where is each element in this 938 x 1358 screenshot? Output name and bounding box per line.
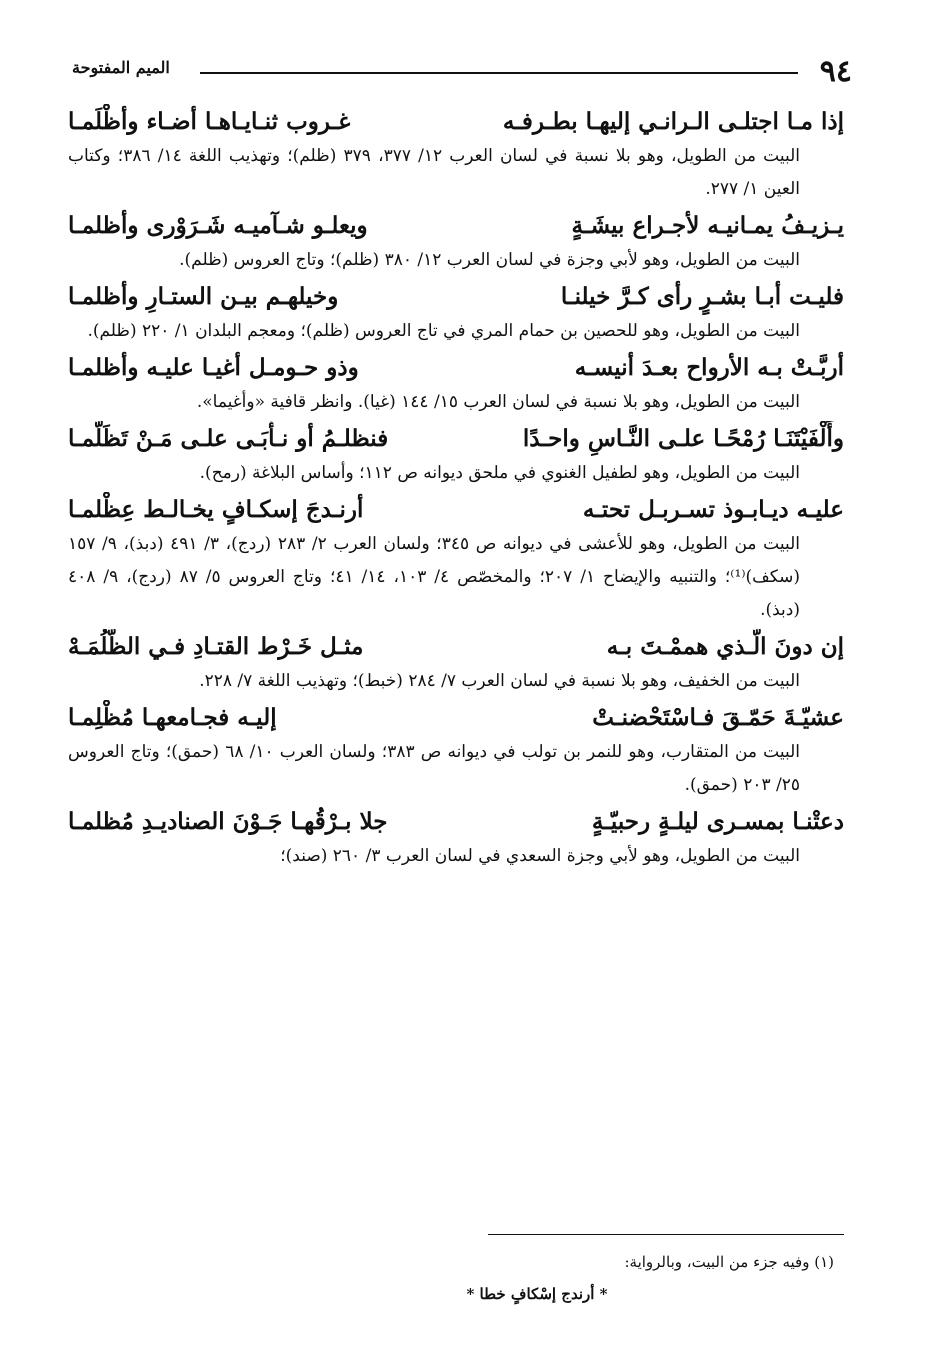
page-header xyxy=(72,52,852,92)
verse-entry xyxy=(68,700,844,802)
second-hemistich: ويعلـو شـآميـه شَـرَوْرى وأظلمـا xyxy=(68,212,368,239)
verse-note: البيت من الطويل، وهو للحصين بن حمام المري في تاج العروس (ظلم)؛ ومعجم البلدان ١/ ٢٢٠ (ظلم). xyxy=(87,321,800,341)
page-content xyxy=(68,104,844,875)
second-hemistich: إليـه فجـامعهـا مُظْلِمـا xyxy=(68,704,277,731)
verse-note: البيت من المتقارب، وهو للنمر بن تولب في ديوانه ص ٣٨٣؛ ولسان العرب ١٠/ ٦٨ (حمق)؛ وتاج العروس ٢٥/ ٢٠٣ (حمق). xyxy=(68,742,801,795)
second-hemistich: وذو حـومـل أغيـا عليـه وأظلمـا xyxy=(68,354,359,381)
verse-line xyxy=(68,804,844,840)
verse-note: البيت من الطويل، وهو بلا نسبة في لسان العرب ١٢/ ٣٧٧، ٣٧٩ (ظلم)؛ وتهذيب اللغة ١٤/ ٣٨٦؛ وكتاب العين ١/ ٢٧٧. xyxy=(68,146,800,199)
running-title: الميم المفتوحة xyxy=(72,58,170,77)
first-hemistich: عشيّـةَ حَمّـقَ فـاسْتَحْضنـتْ xyxy=(592,704,844,731)
second-hemistich: فنظلـمُ أو نـأْبَـى علـى مَـنْ تَظَلَّمـا xyxy=(68,425,389,452)
second-hemistich: غـروب ثنـايـاهـا أضـاء وأظْلَمـا xyxy=(68,108,351,135)
verse-entry xyxy=(68,629,844,698)
header-rule xyxy=(200,72,798,74)
verse-note: البيت من الطويل، وهو للأعشى في ديوانه ص ٣٤٥؛ ولسان العرب ٢/ ٢٨٣ (ردج)، ٣/ ٤٩١ (دبذ)، ٩/ ١٥٧ (سكف)⁽¹⁾؛ والتنبيه والإيضاح ١/ ٢٠٧؛ والمخصّص ٤/ ١٠٣، ١٤/ ٤١؛ وتاج العروس ٥/ ٨٧ (ردج)، ٩/ ٤٠٨ (دبذ). xyxy=(68,534,800,620)
verse-line xyxy=(68,700,844,736)
verse-note: البيت من الطويل، وهو لطفيل الغنوي في ملحق ديوانه ص ١١٢؛ وأساس البلاغة (رمح). xyxy=(199,463,800,483)
verse-entry xyxy=(68,804,844,873)
first-hemistich: إن دونَ الَّـذي هممْـتَ بـه xyxy=(606,633,844,660)
verse-line xyxy=(68,104,844,140)
verse-line xyxy=(68,279,844,315)
first-hemistich: أربَّـتْ بـه الأرواح بعـدَ أنيسـه xyxy=(574,354,844,381)
verse-note: البيت من الطويل، وهو لأبي وجزة في لسان العرب ١٢/ ٣٨٠ (ظلم)؛ وتاج العروس (ظلم). xyxy=(179,250,800,270)
first-hemistich: عليـه ديـابـوذ تسـربـل تحتـه xyxy=(582,496,844,523)
footnotes xyxy=(120,1246,834,1310)
first-hemistich: يـزيـفُ يمـانيـه لأجـراع بيشَـةٍ xyxy=(571,212,844,239)
first-hemistich: فليـت أبـا بشـرٍ رأى كـرَّ خيلنـا xyxy=(560,283,844,310)
verse-line xyxy=(68,350,844,386)
second-hemistich: مثـل خَـرْط القتـادِ فـي الظُّلُمَـهْ xyxy=(68,633,364,660)
verse-note: البيت من الخفيف، وهو بلا نسبة في لسان العرب ٧/ ٢٨٤ (خبط)؛ وتهذيب اللغة ٧/ ٢٢٨. xyxy=(199,671,800,691)
page-number: ٩٤ xyxy=(819,54,852,89)
verse-entry xyxy=(68,104,844,206)
second-hemistich: وخيلهـم بيـن الستـارِ وأظلمـا xyxy=(68,283,339,310)
verse-line xyxy=(68,629,844,665)
verse-entry xyxy=(68,421,844,490)
verse-note: البيت من الطويل، وهو لأبي وجزة السعدي في لسان العرب ٣/ ٢٦٠ (صند)؛ xyxy=(280,846,800,866)
first-hemistich: إذا مـا اجتلـى الـرانـي إليهـا بطـرفـه xyxy=(502,108,844,135)
verse-line xyxy=(68,421,844,457)
second-hemistich: جلا بـرْقُهـا جَـوْنَ الصناديـدِ مُظلمـا xyxy=(68,808,388,835)
verse-entry xyxy=(68,279,844,348)
footnote-verse: * أرندج إسْكافٍ خطا * xyxy=(466,1285,608,1303)
footnote-1: (١) وفيه جزء من البيت، وبالرواية: xyxy=(624,1253,834,1271)
verse-entry xyxy=(68,492,844,627)
verse-line xyxy=(68,208,844,244)
verse-line xyxy=(68,492,844,528)
verse-entry xyxy=(68,350,844,419)
first-hemistich: وأَلْفَيْتَنَـا رُمْحًـا علـى النَّـاسِ واحـدًا xyxy=(522,425,844,452)
footnote-rule xyxy=(488,1234,844,1235)
second-hemistich: أرنـدجَ إسكـافٍ يخـالـط عِظْلمـا xyxy=(68,496,364,523)
verse-note: البيت من الطويل، وهو بلا نسبة في لسان العرب ١٥/ ١٤٤ (غيا). وانظر قافية «وأغيما». xyxy=(196,392,800,412)
first-hemistich: دعتْنـا بمسـرى ليلـةٍ رحبيّـةٍ xyxy=(591,808,844,835)
verse-entry xyxy=(68,208,844,277)
